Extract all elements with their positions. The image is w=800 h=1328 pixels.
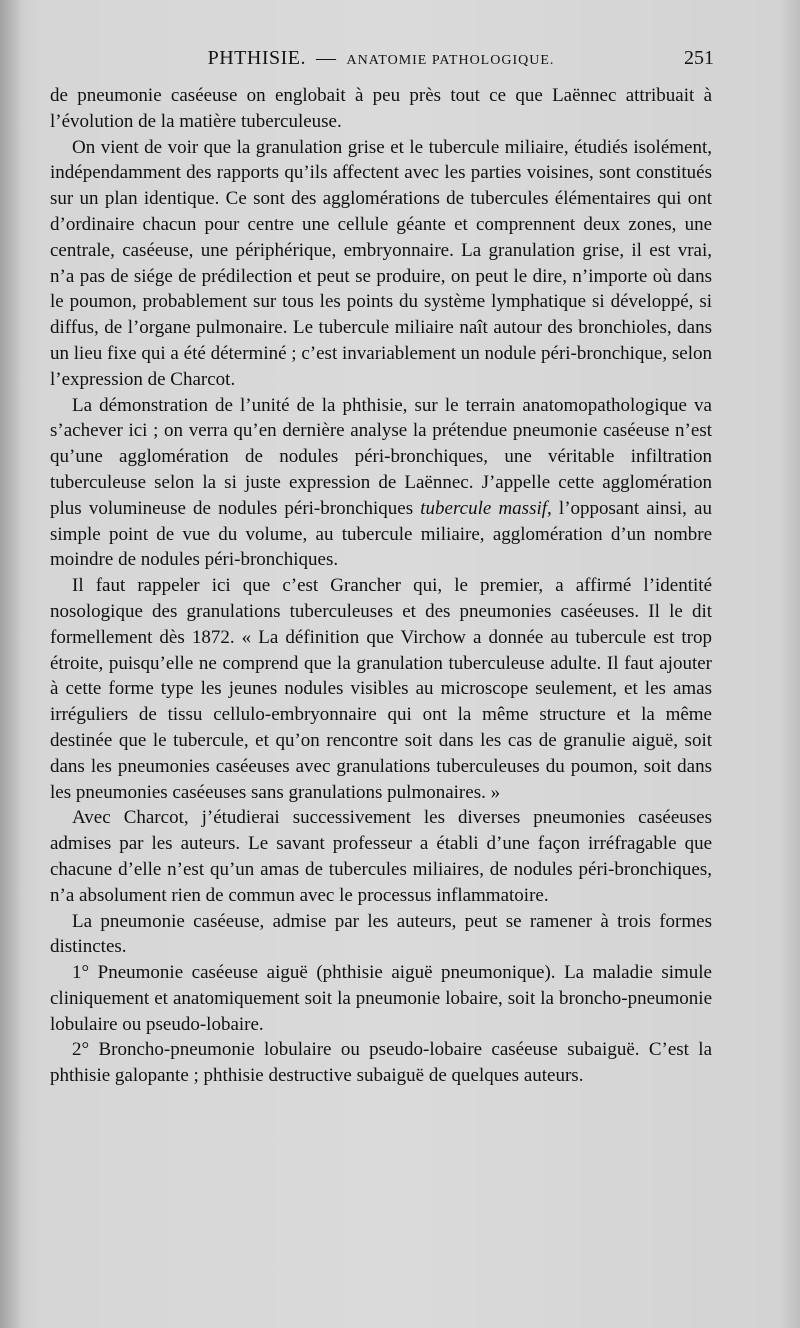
paragraph-8: 2° Broncho-pneumonie lobulaire ou pseudo-lobaire caséeuse subaiguë. C’est la phthisie galopante ; phthisie destructive subaiguë de quelques auteurs. <box>50 1039 712 1087</box>
paragraph-3-text-after: l’opposant ainsi, au simple point de vue du volume, au tubercule miliaire, agglomération d’un nombre moindre de nodules péri-bronchiques. <box>50 497 712 571</box>
paragraph-2: On vient de voir que la granulation grise et le tubercule miliaire, étudiés isolément, indépendamment des rapports qu’ils affectent avec les parties voisines, sont constitués sur un plan identique. Ce sont des agglomérations de tubercules élémentaires qui ont d’ordinaire chacun pour centre une cellule géante et comprennent deux zones, une centrale, caséeuse, une périphérique, embryonnaire. La granulation grise, il est vrai, n’a pas de siége de prédilection et peut se produire, on peut le dire, n’importe où dans le poumon, probablement sur tous les points du système lymphatique si développé, si diffus, de l’organe pulmonaire. Le tubercule miliaire naît autour des bronchioles, dans un lieu fixe qui a été déterminé ; c’est invariablement un nodule péri-bronchique, selon l’expression de Charcot. <box>50 136 712 390</box>
spine-shadow <box>0 0 22 1328</box>
header-subtitle: ANATOMIE PATHOLOGIQUE. <box>346 53 555 68</box>
paragraph-3-italic-term: tubercule massif, <box>420 497 552 519</box>
header-title: PHTHISIE. <box>207 47 306 69</box>
paragraph-3-text-before: La démonstration de l’unité de la phthisie, sur le terrain anatomopathologique va s’achever ici ; on verra qu’en dernière analyse la prétendue pneumonie caséeuse n’est qu’une agglomération de nodules péri-bronchiques, une véritable infiltration tuberculeuse selon la si juste expression de Laënnec. J’appelle cette agglomération plus volumineuse de nodules péri-bronchiques <box>50 394 712 519</box>
page-number: 251 <box>684 47 714 69</box>
body-text <box>50 83 712 1089</box>
paragraph-3 <box>50 393 712 574</box>
paragraph-7: 1° Pneumonie caséeuse aiguë (phthisie aiguë pneumonique). La maladie simule cliniquement et anatomiquement soit la pneumonie lobaire, soit la broncho-pneumonie lobulaire ou pseudo-lobaire. <box>50 962 712 1035</box>
paragraph-5: Avec Charcot, j’étudierai successivement les diverses pneumonies caséeuses admises par les auteurs. Le savant professeur a établi d’une façon irréfragable que chacune d’elle n’est qu’un amas de tubercules miliaires, de nodules péri-bronchiques, n’a absolument rien de commun avec le processus inflammatoire. <box>50 807 712 906</box>
running-head-title <box>50 47 712 70</box>
paragraph-4: Il faut rappeler ici que c’est Grancher qui, le premier, a affirmé l’identité nosologique des granulations tuberculeuses et des pneumonies caséeuses. Il le dit formellement dès 1872. « La définition que Virchow a donnée au tubercule est trop étroite, puisqu’elle ne comprend que la granulation tuberculeuse adulte. Il faut ajouter à cette forme type les jeunes nodules visibles au microscope seulement, et les amas irréguliers de tissu cellulo-embryonnaire qui ont la même structure et la même destinée que le tubercule, et qu’on rencontre soit dans les cas de granulie aiguë, soit dans les pneumonies caséeuses avec granulations tuberculeuses du poumon, soit dans les pneumonies caséeuses sans granulations pulmonaires. » <box>50 575 712 803</box>
running-head <box>50 47 712 73</box>
header-dash: — <box>316 47 337 69</box>
paragraph-1: de pneumonie caséeuse on englobait à peu près tout ce que Laënnec attribuait à l’évolution de la matière tuberculeuse. <box>50 85 712 132</box>
paragraph-6: La pneumonie caséeuse, admise par les auteurs, peut se ramener à trois formes distinctes. <box>50 910 712 958</box>
